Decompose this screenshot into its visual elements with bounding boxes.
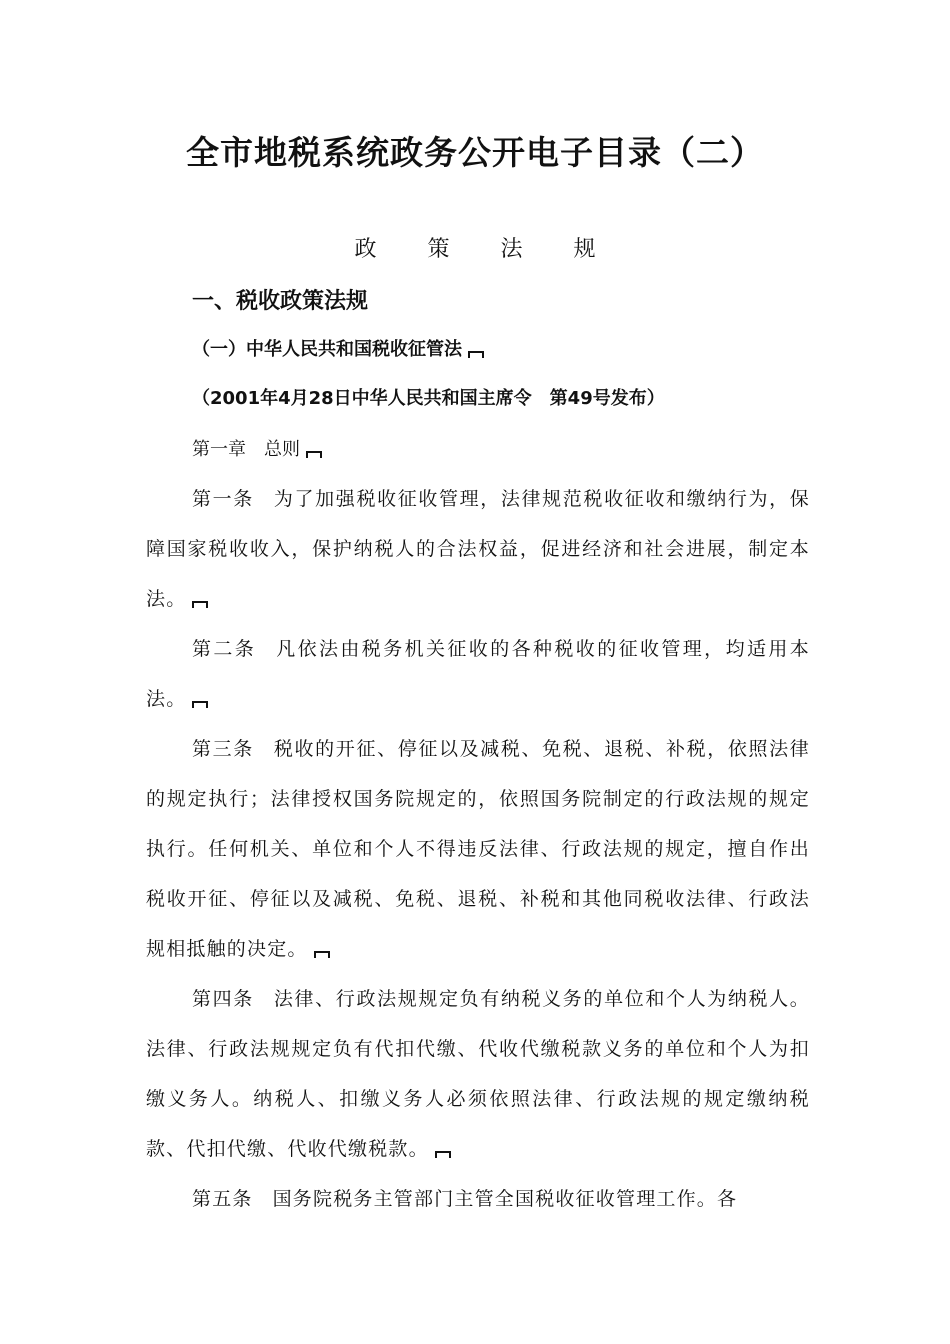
paragraph-mark-icon [192, 701, 208, 708]
article-number: 第三条 [192, 738, 254, 760]
article-text: 为了加强税收征收管理，法律规范税收征收和缴纳行为，保障国家税收收入，保护纳税人的合法权益，促进经济和社会进展，制定本法。 [146, 488, 810, 610]
article-body [146, 474, 810, 1224]
article-number: 第二条 [192, 638, 257, 660]
article-paragraph [146, 724, 810, 974]
article-number: 第一条 [192, 488, 254, 510]
article-text: 国务院税务主管部门主管全国税收征收管理工作。各 [272, 1188, 738, 1210]
document-title: 全市地税系统政务公开电子目录（二） [186, 133, 764, 172]
section-heading: 政 策 法 规 [354, 237, 618, 262]
chapter-title-text: 第一章 总则 [192, 439, 300, 460]
article-text: 法律、行政法规规定负有纳税义务的单位和个人为纳税人。法律、行政法规规定负有代扣代缴、代收代缴税款义务的单位和个人为扣缴义务人。纳税人、扣缴义务人必须依照法律、行政法规的规定缴纳税款、代扣代缴、代收代缴税款。 [146, 988, 810, 1160]
article-paragraph [146, 974, 810, 1174]
article-paragraph [146, 474, 810, 624]
paragraph-mark-icon [435, 1151, 451, 1158]
article-text: 税收的开征、停征以及减税、免税、退税、补税，依照法律的规定执行；法律授权国务院规定的，依照国务院制定的行政法规的规定执行。任何机关、单位和个人不得违反法律、行政法规的规定，擅自作出税收开征、停征以及减税、免税、退税、补税和其他同税收法律、行政法规相抵触的决定。 [146, 738, 810, 960]
paragraph-mark-icon [468, 351, 484, 358]
chapter-title [192, 434, 322, 466]
heading-level-2-text: （一）中华人民共和国税收征管法 [192, 339, 462, 360]
issuance-note: （2001年4月28日中华人民共和国主席令 第49号发布） [192, 388, 665, 409]
article-paragraph [146, 1174, 810, 1224]
article-text: 凡依法由税务机关征收的各种税收的征收管理，均适用本法。 [146, 638, 810, 710]
article-paragraph [146, 624, 810, 724]
article-number: 第五条 [192, 1188, 253, 1210]
article-number: 第四条 [192, 988, 254, 1010]
heading-level-1: 一、税收政策法规 [192, 289, 369, 314]
paragraph-mark-icon [314, 951, 330, 958]
paragraph-mark-icon [192, 601, 208, 608]
heading-level-2 [192, 334, 484, 366]
paragraph-mark-icon [306, 451, 322, 458]
